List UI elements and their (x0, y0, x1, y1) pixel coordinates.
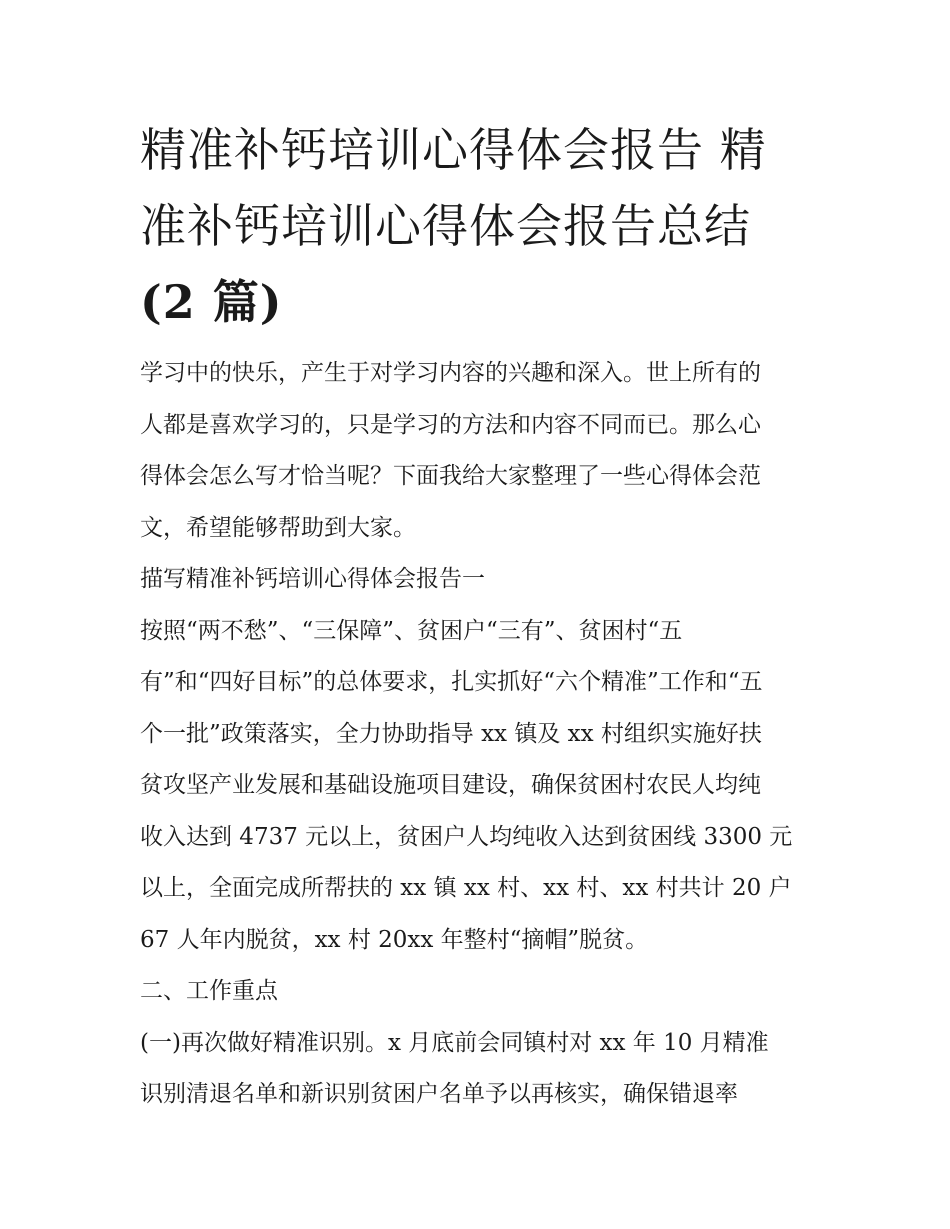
body-line: 文，希望能够帮助到大家。 (140, 514, 416, 541)
body-line: 按照“两不愁”、“三保障”、贫困户“三有”、贫困村“五 (140, 617, 683, 644)
section-heading: 二、工作重点 (140, 978, 278, 1004)
title-line: 精准补钙培训心得体会报告 精 (140, 123, 767, 177)
body-line: 得体会怎么写才恰当呢？下面我给大家整理了一些心得体会范 (140, 463, 761, 489)
body-line: 67 人年内脱贫，xx 村 20xx 年整村“摘帽”脱贫。 (140, 926, 649, 953)
body-line: 以上，全面完成所帮扶的 xx 镇 xx 村、xx 村、xx 村共计 20 户 (140, 875, 792, 901)
body-line: 学习中的快乐，产生于对学习内容的兴趣和深入。世上所有的 (140, 360, 761, 386)
body-line: 个一批”政策落实，全力协助指导 xx 镇及 xx 村组织实施好扶 (140, 720, 762, 747)
body-line: 识别清退名单和新识别贫困户名单予以再核实，确保错退率 (140, 1081, 738, 1107)
document-body (140, 348, 830, 1121)
title-line: (2 篇) (140, 275, 283, 329)
body-line: 贫攻坚产业发展和基础设施项目建设，确保贫困村农民人均纯 (140, 772, 761, 798)
title-line: 准补钙培训心得体会报告总结 (140, 199, 751, 253)
body-line: 收入达到 4737 元以上，贫困户人均纯收入达到贫困线 3300 元 (140, 823, 793, 850)
document-title (140, 112, 830, 340)
body-line: 有”和“四好目标”的总体要求，扎实抓好“六个精准”工作和“五 (140, 669, 763, 695)
document-page (140, 112, 830, 1121)
body-line: (一)再次做好精准识别。x 月底前会同镇村对 xx 年 10 月精准 (140, 1029, 769, 1056)
body-line: 人都是喜欢学习的，只是学习的方法和内容不同而已。那么心 (140, 411, 761, 438)
section-heading: 描写精准补钙培训心得体会报告一 (140, 566, 485, 592)
